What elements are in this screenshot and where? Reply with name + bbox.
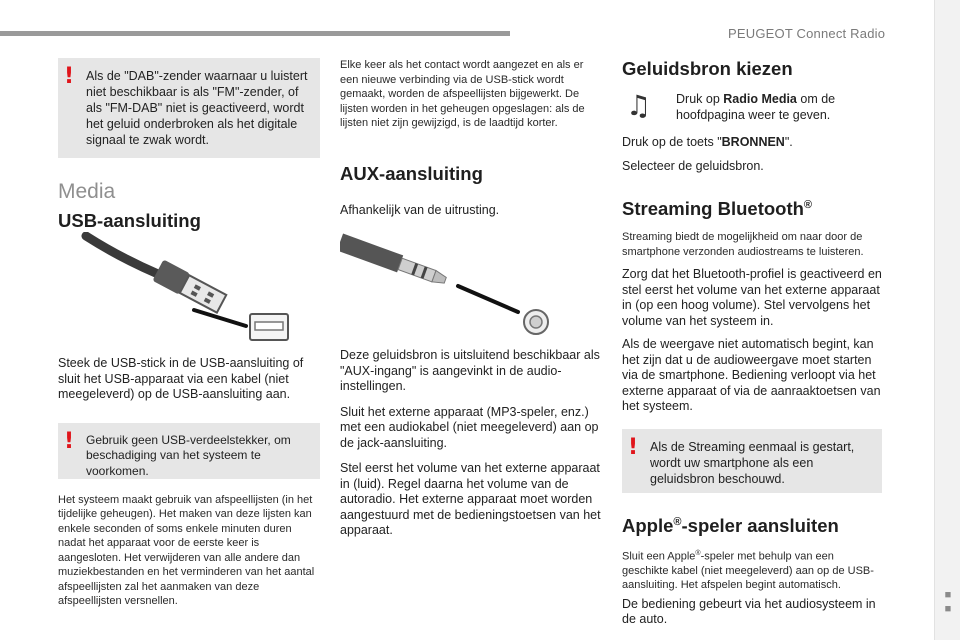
warning-box-streaming bbox=[622, 429, 882, 493]
sources-button-label: BRONNEN bbox=[721, 135, 785, 149]
warning-icon: ! bbox=[64, 64, 75, 89]
source-heading: Geluidsbron kiezen bbox=[622, 58, 793, 79]
registered-mark: ® bbox=[803, 198, 813, 211]
warning-box-dab bbox=[58, 58, 320, 158]
press-text: Druk op bbox=[676, 92, 720, 106]
section-title: Media bbox=[58, 180, 116, 203]
bt-intro: Streaming biedt de mogelijkheid om naar door de smartphone verzonden audiostreams te luisteren. bbox=[622, 231, 864, 258]
apple-intro-b: -speler met behulp van een geschikte kabel (niet meegeleverd) aan op de USB-aansluiting. Het afspelen begint automatisch. bbox=[622, 550, 874, 592]
warning-icon: ! bbox=[628, 434, 639, 460]
select-source-text: Selecteer de geluidsbron. bbox=[622, 158, 764, 173]
contact-text: Elke keer als het contact wordt aangezet en als er een nieuwe verbinding via de USB-stick wordt gemaakt, worden de afspeellijsten bijgewerkt. De lijsten worden in het geheugen opgeslagen: als de lijsten niet zijn gewijzigd, is de laadtijd korter. bbox=[340, 59, 585, 129]
radio-media-label: Radio Media bbox=[723, 92, 797, 106]
usb-heading: USB-aansluiting bbox=[58, 210, 201, 231]
registered-mark: ® bbox=[673, 515, 682, 528]
warning-text: Gebruik geen USB-verdeelstekker, om beschadiging van het systeem te voorkomen. bbox=[86, 432, 291, 478]
warning-text: Als de Streaming eenmaal is gestart, wordt uw smartphone als een geluidsbron beschouwd. bbox=[650, 439, 855, 486]
bt-heading-text: Streaming Bluetooth bbox=[622, 198, 804, 219]
usb-plug-icon bbox=[58, 232, 320, 342]
top-rule bbox=[0, 31, 510, 36]
apple-control-text: De bediening gebeurt via het audiosysteem in de auto. bbox=[622, 596, 876, 627]
page-marker: ■ ■ bbox=[944, 589, 952, 615]
apple-intro-a: Sluit een Apple bbox=[622, 550, 696, 563]
radio-media-text bbox=[676, 92, 846, 123]
sources-instruction bbox=[622, 135, 882, 151]
warning-icon: ! bbox=[64, 428, 75, 454]
jack-plug-icon bbox=[340, 224, 602, 336]
aux-volume: Stel eerst het volume van het externe apparaat in (luid). Regel daarna het volume van de autoradio. Het externe apparaat moet worden aangestuurd met de bedieningstoetsen van het apparaat. bbox=[340, 461, 601, 537]
column-1 bbox=[58, 58, 320, 609]
right-side-strip bbox=[934, 0, 960, 640]
press-end-text: om de hoofdpagina weer te geven. bbox=[676, 92, 836, 122]
sources-post: ". bbox=[784, 135, 793, 149]
radio-media-row bbox=[622, 89, 882, 123]
column-2 bbox=[340, 58, 602, 539]
page-header-title: PEUGEOT Connect Radio bbox=[728, 26, 886, 41]
registered-mark: ® bbox=[695, 549, 701, 557]
aux-availability: Deze geluidsbron is uitsluitend beschikbaar als "AUX-ingang" is aangevinkt in de audio-instellingen. bbox=[340, 348, 600, 393]
bt-profile-text: Zorg dat het Bluetooth-profiel is geactiveerd en stel eerst het volume van het externe apparaat in (op een hoog volume). Stel vervolgens het volume van het systeem in. bbox=[622, 267, 882, 328]
aux-connect: Sluit het externe apparaat (MP3-speler, enz.) met een audiokabel (niet meegeleverd) aan op de jack-aansluiting. bbox=[340, 404, 599, 450]
apple-heading bbox=[622, 515, 882, 537]
bt-playback-text: Als de weergave niet automatisch begint, kan het zijn dat u de audioweergave moet starten via de smartphone. Bediening verloopt via het externe apparaat of via de aanraaktoetsen van het systeem. bbox=[622, 337, 881, 413]
aux-heading: AUX-aansluiting bbox=[340, 162, 483, 184]
warning-text: Als de "DAB"-zender waarnaar u luistert niet beschikbaar is als "FM"-zender, of als "FM-DAB" niet is geactiveerd, wordt het geluid onderbroken als het digitale signaal te zwak wordt. bbox=[86, 69, 308, 147]
bt-heading bbox=[622, 198, 882, 220]
music-note-icon: ♫ bbox=[626, 89, 652, 122]
apple-heading-b: -speler aansluiten bbox=[681, 514, 839, 536]
sources-pre: Druk op de toets " bbox=[622, 135, 722, 149]
playlists-text: Het systeem maakt gebruik van afspeellijsten (in het tijdelijke geheugen). Het maken van deze lijsten kan enkele seconden of soms enkele minuten duren nadat het apparaat voor de eerste keer is aangesloten. Het verwijderen van alle andere dan muziekbestanden en het verminderen van het aantal afspeellijsten zal het aanmaken van deze afspeellijsten versnellen. bbox=[58, 493, 315, 607]
apple-heading-a: Apple bbox=[622, 514, 674, 536]
column-3 bbox=[622, 58, 882, 628]
apple-intro bbox=[622, 547, 882, 593]
aux-intro: Afhankelijk van de uitrusting. bbox=[340, 202, 500, 217]
usb-instruction: Steek de USB-stick in de USB-aansluiting of sluit het USB-apparaat via een kabel (niet meegeleverd) op de USB-aansluiting aan. bbox=[58, 356, 304, 401]
warning-box-usb bbox=[58, 423, 320, 479]
